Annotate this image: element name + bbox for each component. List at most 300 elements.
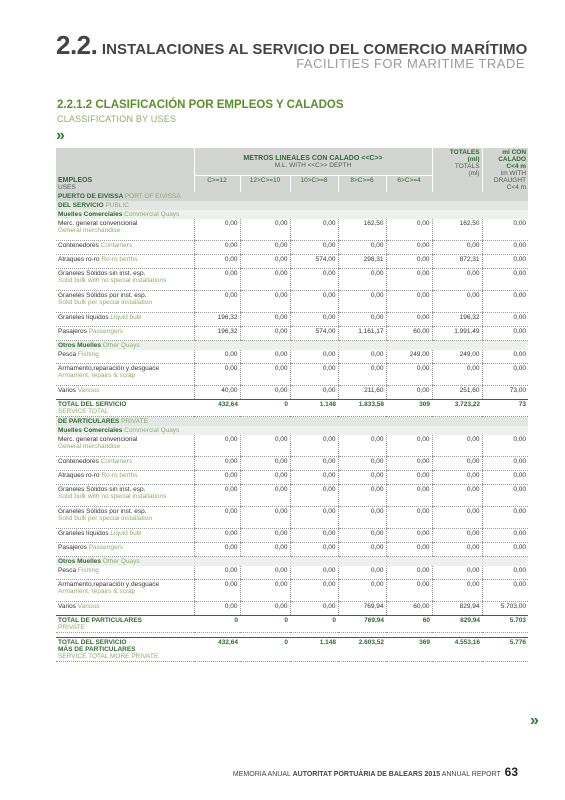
cell-value: 0,00 xyxy=(338,471,386,485)
section-title: INSTALACIONES AL SERVICIO DEL COMERCIO MARÍTIMO xyxy=(101,41,528,58)
row-label-es2: MÁS DE PARTICULARES xyxy=(58,646,136,653)
total-row xyxy=(56,616,528,633)
table-row xyxy=(56,350,528,364)
section-label-es: Muelles Comerciales xyxy=(58,211,123,218)
cell-value: 5.703,00 xyxy=(482,602,528,616)
cell-value: 0,00 xyxy=(194,241,240,255)
cell-value: 60,00 xyxy=(386,327,432,341)
row-label xyxy=(56,507,194,529)
row-label-en: Solid bulk with no special installations xyxy=(58,493,167,500)
row-label-en: Liquid bulk xyxy=(110,530,142,537)
section-label-en: Other Quays xyxy=(102,342,140,349)
cell-value: 0,00 xyxy=(482,291,528,313)
section-label xyxy=(56,201,528,210)
table-row xyxy=(56,435,528,457)
cell-value: 0,00 xyxy=(240,241,290,255)
header-totales-unit: (ml) xyxy=(467,156,480,163)
header-ml-en-line2: DRAUGHT xyxy=(493,177,527,184)
cell-value: 40,00 xyxy=(194,386,240,400)
cell-value: 0,00 xyxy=(290,313,338,327)
header-metros xyxy=(194,148,432,176)
row-label-es: Pasajeros xyxy=(58,328,87,335)
cell-value: 0,00 xyxy=(194,435,240,457)
table-row xyxy=(56,364,528,386)
cell-value: 0,00 xyxy=(338,580,386,602)
cell-value: 0,00 xyxy=(290,457,338,471)
cell-value: 0,00 xyxy=(386,269,432,291)
cell-value: 0,00 xyxy=(482,543,528,557)
cell-value: 0,00 xyxy=(432,566,482,580)
section-row xyxy=(56,192,528,201)
cell-value: 0,00 xyxy=(240,313,290,327)
row-label-es: Atraques ro-ro xyxy=(58,256,100,263)
section-label xyxy=(56,192,528,201)
cell-value: 0,00 xyxy=(386,566,432,580)
cell-value: 0,00 xyxy=(240,269,290,291)
cell-value: 0,00 xyxy=(432,435,482,457)
row-label xyxy=(56,435,194,457)
section-label-es: Otros Muelles xyxy=(58,558,101,565)
cell-value: 0,00 xyxy=(386,219,432,241)
row-label-es: Pesca xyxy=(58,567,77,574)
header-ml-en-line3: C<4 m xyxy=(506,184,527,191)
section-label-en: Commercial Quays xyxy=(124,211,180,218)
cell-value: 0,00 xyxy=(386,507,432,529)
row-label xyxy=(56,638,194,662)
row-label xyxy=(56,219,194,241)
row-label-es: Graneles líquidos xyxy=(58,314,109,321)
cell-value: 0,00 xyxy=(338,269,386,291)
cell-value: 0,00 xyxy=(194,457,240,471)
cell-value: 1.991,49 xyxy=(432,327,482,341)
row-label xyxy=(56,616,194,633)
row-label-es: Pasajeros xyxy=(58,544,87,551)
cell-value: 0,00 xyxy=(240,602,290,616)
cell-value: 1.148 xyxy=(290,638,338,662)
row-label-en: Fishing xyxy=(77,567,99,574)
cell-value: 829,94 xyxy=(432,616,482,633)
row-label-en: Armament, repairs & scrap xyxy=(58,372,136,379)
row-label-es: TOTAL DEL SERVICIO xyxy=(58,639,127,646)
cell-value: 0,00 xyxy=(482,255,528,269)
cell-value: 574,00 xyxy=(290,327,338,341)
cell-value: 0,00 xyxy=(240,471,290,485)
row-label xyxy=(56,313,194,327)
section-label-en: PUBLIC xyxy=(105,202,129,209)
section-row xyxy=(56,417,528,427)
row-label-es: Pesca xyxy=(58,351,77,358)
cell-value: 5.703 xyxy=(482,616,528,633)
table-row xyxy=(56,485,528,507)
row-label-en: Liquid bulk xyxy=(110,314,142,321)
section-label xyxy=(56,341,528,351)
section-label-es: Muelles Comerciales xyxy=(58,427,123,434)
cell-value: 872,31 xyxy=(432,255,482,269)
cell-value: 0,00 xyxy=(290,566,338,580)
row-label xyxy=(56,350,194,364)
cell-value: 0,00 xyxy=(240,529,290,543)
cell-value: 0,00 xyxy=(290,364,338,386)
cell-value: 0,00 xyxy=(482,485,528,507)
cell-value: 0,00 xyxy=(338,566,386,580)
row-label-en: SERVICE TOTAL xyxy=(58,408,109,415)
table-row xyxy=(56,529,528,543)
cell-value: 298,31 xyxy=(338,255,386,269)
cell-value: 432,64 xyxy=(194,400,240,417)
row-label-en: Containers xyxy=(100,242,133,249)
cell-value: 0,00 xyxy=(432,471,482,485)
cell-value: 0,00 xyxy=(482,580,528,602)
cell-value: 769,94 xyxy=(338,602,386,616)
section-label-en: Other Quays xyxy=(102,558,140,565)
col-header: 8>C>=6 xyxy=(338,176,386,192)
section-label-es: Otros Muelles xyxy=(58,342,101,349)
row-label-en: Solid bulk per special installation xyxy=(58,515,152,522)
row-label-en: Passengers xyxy=(88,544,124,551)
table-row xyxy=(56,327,528,341)
header-totals-unit: (ml) xyxy=(468,170,480,177)
cell-value: 0,00 xyxy=(194,255,240,269)
cell-value: 0,00 xyxy=(240,507,290,529)
row-label xyxy=(56,580,194,602)
cell-value: 0,00 xyxy=(240,457,290,471)
row-label-es: Varios xyxy=(58,603,76,610)
cell-value: 769,94 xyxy=(338,616,386,633)
row-label-en: Containers xyxy=(100,458,133,465)
row-label-es: Contenedores xyxy=(58,242,99,249)
cell-value: 0,00 xyxy=(240,364,290,386)
header-uses-label: USES xyxy=(58,184,76,191)
cell-value: 0,00 xyxy=(482,269,528,291)
cell-value: 0,00 xyxy=(386,543,432,557)
row-label-en: Ro-ro berths xyxy=(101,256,138,263)
row-label-en: Ro-ro berths xyxy=(101,472,138,479)
cell-value: 0,00 xyxy=(386,457,432,471)
footer-org: AUTORITAT PORTUÀRIA DE BALEARS 2015 xyxy=(292,771,441,778)
cell-value: 0,00 xyxy=(194,350,240,364)
cell-value: 829,94 xyxy=(432,602,482,616)
row-label-es: Graneles Sólidos sin inst. esp. xyxy=(58,270,146,277)
row-label-es: Merc. general convencional xyxy=(58,220,138,227)
cell-value: 0,00 xyxy=(240,386,290,400)
row-label-en: General merchandise xyxy=(58,227,121,234)
table-row xyxy=(56,219,528,241)
cell-value: 0,00 xyxy=(290,241,338,255)
col-header: 6>C>=4 xyxy=(386,176,432,192)
row-label-es: Merc. general convencional xyxy=(58,436,138,443)
cell-value: 0,00 xyxy=(194,602,240,616)
cell-value: 0,00 xyxy=(194,529,240,543)
cell-value: 0,00 xyxy=(482,529,528,543)
cell-value: 0,00 xyxy=(338,485,386,507)
cell-value: 0,00 xyxy=(338,543,386,557)
row-label-en: SERVICE TOTAL MORE PRIVATE xyxy=(58,653,159,660)
row-label-es: Graneles líquidos xyxy=(58,530,109,537)
cell-value: 4.553,16 xyxy=(432,638,482,662)
cell-value: 0,00 xyxy=(290,543,338,557)
cell-value: 0,00 xyxy=(194,566,240,580)
chevron-icon: » xyxy=(56,127,65,144)
section-row xyxy=(56,557,528,567)
row-label xyxy=(56,386,194,400)
row-label-es: Graneles Sólidos sin inst. esp. xyxy=(58,486,146,493)
cell-value: 0 xyxy=(240,400,290,417)
row-label xyxy=(56,364,194,386)
table-row xyxy=(56,269,528,291)
cell-value: 0,00 xyxy=(386,386,432,400)
cell-value: 0,00 xyxy=(386,471,432,485)
row-label-en: Fishing xyxy=(77,351,99,358)
row-label xyxy=(56,241,194,255)
cell-value: 0,00 xyxy=(194,291,240,313)
cell-value: 0,00 xyxy=(194,269,240,291)
cell-value: 60 xyxy=(386,616,432,633)
cell-value: 0,00 xyxy=(290,602,338,616)
cell-value: 0,00 xyxy=(386,529,432,543)
cell-value: 0,00 xyxy=(338,457,386,471)
table-row xyxy=(56,457,528,471)
cell-value: 0,00 xyxy=(338,529,386,543)
cell-value: 0,00 xyxy=(386,485,432,507)
section-label-en: PORT OF EIVISSA xyxy=(124,193,181,200)
cell-value: 0,00 xyxy=(290,219,338,241)
row-label xyxy=(56,269,194,291)
cell-value: 574,00 xyxy=(290,255,338,269)
cell-value: 0,00 xyxy=(386,580,432,602)
row-label xyxy=(56,566,194,580)
row-label-en: Various xyxy=(77,387,100,394)
cell-value: 0,00 xyxy=(290,269,338,291)
cell-value: 0,00 xyxy=(194,543,240,557)
row-label-es: TOTAL DEL SERVICIO xyxy=(58,401,127,408)
table-row xyxy=(56,291,528,313)
row-label xyxy=(56,255,194,269)
row-label-en: PRIVATE xyxy=(58,624,85,631)
cell-value: 162,50 xyxy=(338,219,386,241)
cell-value: 309 xyxy=(386,400,432,417)
cell-value: 249,00 xyxy=(432,350,482,364)
table-row xyxy=(56,566,528,580)
footer-suffix: ANNUAL REPORT xyxy=(441,771,501,778)
cell-value: 1.161,17 xyxy=(338,327,386,341)
row-label-es: Atraques ro-ro xyxy=(58,472,100,479)
row-label-es: Graneles Sólidos por inst. esp. xyxy=(58,508,147,515)
chevron-icon: » xyxy=(530,712,539,729)
cell-value: 0,00 xyxy=(386,241,432,255)
cell-value: 0,00 xyxy=(240,255,290,269)
cell-value: 60,00 xyxy=(386,602,432,616)
row-label-es: TOTAL DE PARTICULARES xyxy=(58,617,143,624)
row-label-es: Armamento,reparación y desguace xyxy=(58,365,160,372)
cell-value: 369 xyxy=(386,638,432,662)
row-label-en: Solid bulk with no special installations xyxy=(58,277,167,284)
row-label xyxy=(56,485,194,507)
cell-value: 1.833,58 xyxy=(338,400,386,417)
cell-value: 0,00 xyxy=(290,507,338,529)
section-label-en: Commercial Quays xyxy=(124,427,180,434)
cell-value: 0,00 xyxy=(338,364,386,386)
table-row xyxy=(56,313,528,327)
cell-value: 0,00 xyxy=(290,471,338,485)
section-label xyxy=(56,426,528,435)
cell-value: 0,00 xyxy=(432,291,482,313)
row-label xyxy=(56,602,194,616)
cell-value: 162,50 xyxy=(432,219,482,241)
cell-value: 0,00 xyxy=(386,435,432,457)
header-empleos xyxy=(56,148,194,192)
cell-value: 0 xyxy=(240,638,290,662)
col-header: 10>C>=8 xyxy=(290,176,338,192)
cell-value: 0,00 xyxy=(482,471,528,485)
cell-value: 73,00 xyxy=(482,386,528,400)
row-label-es: Contenedores xyxy=(58,458,99,465)
total-row xyxy=(56,638,528,662)
row-label-en: Solid bulk per special installation xyxy=(58,299,152,306)
cell-value: 0,00 xyxy=(482,350,528,364)
cell-value: 0,00 xyxy=(240,435,290,457)
section-label xyxy=(56,557,528,567)
cell-value: 0,00 xyxy=(482,313,528,327)
cell-value: 0,00 xyxy=(338,507,386,529)
header-ml-en-line1: lm WITH xyxy=(500,170,527,177)
cell-value: 0,00 xyxy=(386,255,432,269)
cell-value: 3.723,22 xyxy=(432,400,482,417)
cell-value: 0,00 xyxy=(482,457,528,471)
row-label-es: Graneles Sólidos por inst. esp. xyxy=(58,292,147,299)
header-ml-calado xyxy=(482,148,528,192)
header-metros-en-label: M.L. WITH <<C>> DEPTH xyxy=(274,161,352,169)
cell-value: 0,00 xyxy=(194,580,240,602)
cell-value: 0,00 xyxy=(240,327,290,341)
header-ml-line3: C<4 m xyxy=(506,163,527,170)
section-row xyxy=(56,426,528,435)
row-label xyxy=(56,529,194,543)
cell-value: 0,00 xyxy=(240,219,290,241)
section-label xyxy=(56,210,528,219)
table-row xyxy=(56,602,528,616)
row-label-en: Various xyxy=(77,603,100,610)
cell-value: 0,00 xyxy=(290,485,338,507)
cell-value: 0,00 xyxy=(290,386,338,400)
cell-value: 0,00 xyxy=(432,364,482,386)
row-label-en: General merchandise xyxy=(58,443,121,450)
cell-value: 0,00 xyxy=(432,543,482,557)
total-row xyxy=(56,400,528,417)
cell-value: 196,32 xyxy=(194,327,240,341)
section-row xyxy=(56,341,528,351)
cell-value: 0,00 xyxy=(482,507,528,529)
section-label-en: PRIVATE xyxy=(121,418,148,425)
cell-value: 0,00 xyxy=(290,435,338,457)
cell-value: 0,00 xyxy=(338,435,386,457)
row-label xyxy=(56,471,194,485)
cell-value: 211,60 xyxy=(338,386,386,400)
cell-value: 0,00 xyxy=(432,529,482,543)
cell-value: 0,00 xyxy=(482,327,528,341)
row-label xyxy=(56,327,194,341)
cell-value: 2.603,52 xyxy=(338,638,386,662)
cell-value: 0,00 xyxy=(432,457,482,471)
cell-value: 0,00 xyxy=(338,291,386,313)
section-number: 2.2. xyxy=(56,30,98,60)
table-row xyxy=(56,507,528,529)
row-label xyxy=(56,543,194,557)
table-row xyxy=(56,255,528,269)
cell-value: 0,00 xyxy=(482,219,528,241)
row-label xyxy=(56,291,194,313)
cell-value: 0,00 xyxy=(432,485,482,507)
row-label xyxy=(56,400,194,417)
cell-value: 0,00 xyxy=(432,269,482,291)
cell-value: 0 xyxy=(240,616,290,633)
cell-value: 0,00 xyxy=(338,350,386,364)
header-totals-label: TOTALS xyxy=(454,163,480,170)
table-row xyxy=(56,241,528,255)
section-row xyxy=(56,210,528,219)
subsection-subtitle: CLASSIFICATION BY USES xyxy=(57,114,177,124)
cell-value: 196,32 xyxy=(194,313,240,327)
cell-value: 0,00 xyxy=(194,471,240,485)
table-row xyxy=(56,471,528,485)
cell-value: 0,00 xyxy=(338,313,386,327)
header-totales xyxy=(432,148,482,192)
cell-value: 0,00 xyxy=(290,350,338,364)
cell-value: 251,60 xyxy=(432,386,482,400)
cell-value: 0,00 xyxy=(194,364,240,386)
cell-value: 196,32 xyxy=(432,313,482,327)
uses-table xyxy=(56,148,528,662)
footer-prefix: MEMORIA ANUAL xyxy=(232,771,291,778)
cell-value: 0,00 xyxy=(194,219,240,241)
col-header: 12>C>=10 xyxy=(240,176,290,192)
header-empleos-label: EMPLEOS xyxy=(58,177,93,184)
cell-value: 0,00 xyxy=(482,435,528,457)
table-row xyxy=(56,386,528,400)
cell-value: 432,64 xyxy=(194,638,240,662)
cell-value: 0,00 xyxy=(240,543,290,557)
cell-value: 0,00 xyxy=(194,485,240,507)
cell-value: 0,00 xyxy=(432,580,482,602)
page-number: 63 xyxy=(504,765,518,779)
cell-value: 0,00 xyxy=(482,566,528,580)
row-label-en: Passengers xyxy=(88,328,124,335)
section-subtitle: FACILITIES FOR MARITIME TRADE xyxy=(296,56,525,71)
cell-value: 0,00 xyxy=(482,364,528,386)
col-header: C>=12 xyxy=(194,176,240,192)
cell-value: 0,00 xyxy=(386,364,432,386)
cell-value: 0,00 xyxy=(386,313,432,327)
row-label-en: Armament, repairs & scrap xyxy=(58,588,136,595)
section-label-es: DE PARTICULARES xyxy=(58,418,120,425)
table-row xyxy=(56,580,528,602)
cell-value: 0,00 xyxy=(432,241,482,255)
cell-value: 249,00 xyxy=(386,350,432,364)
cell-value: 0,00 xyxy=(482,241,528,255)
cell-value: 0,00 xyxy=(194,507,240,529)
header-totales-label: TOTALES xyxy=(449,149,480,156)
page-footer xyxy=(233,765,518,779)
cell-value: 0,00 xyxy=(338,241,386,255)
cell-value: 1.148 xyxy=(290,400,338,417)
cell-value: 0,00 xyxy=(240,350,290,364)
cell-value: 0,00 xyxy=(290,580,338,602)
header-ml-line1: ml CON xyxy=(502,149,527,156)
row-label-es: Varios xyxy=(58,387,76,394)
row-label-es: Armamento,reparación y desguace xyxy=(58,581,160,588)
cell-value: 0,00 xyxy=(240,566,290,580)
cell-value: 0,00 xyxy=(432,507,482,529)
cell-value: 0,00 xyxy=(240,485,290,507)
